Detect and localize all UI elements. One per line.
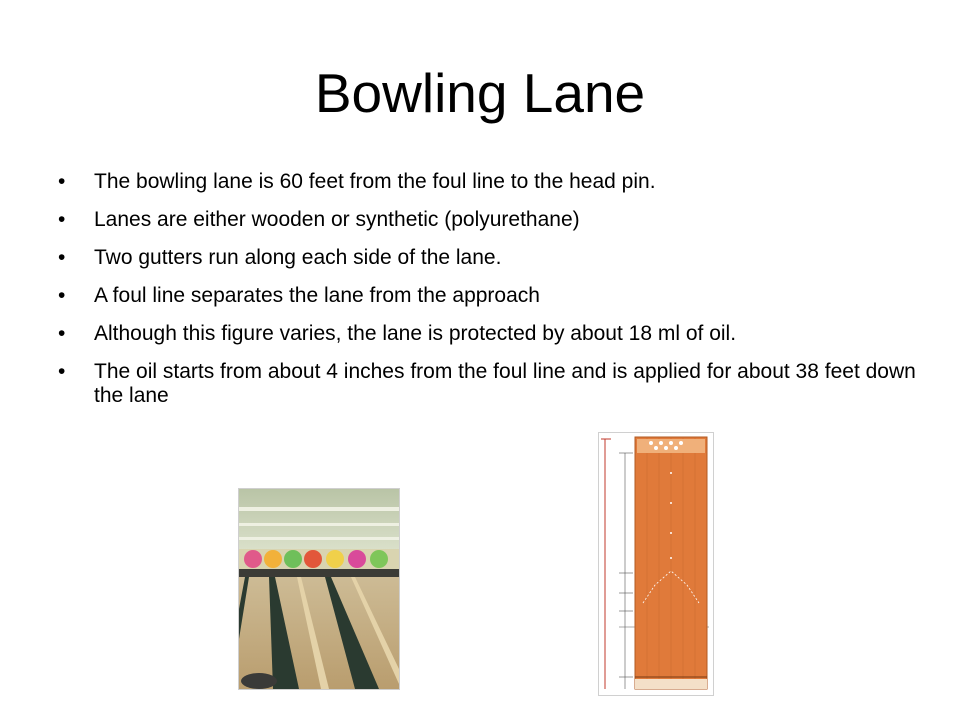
bullet-item: • A foul line separates the lane from the approach	[58, 284, 918, 308]
slide-title: Bowling Lane	[314, 62, 646, 124]
bullet-item: • Although this figure varies, the lane is protected by about 18 ml of oil.	[58, 322, 918, 346]
bullet-item: • Lanes are either wooden or synthetic (polyurethane)	[58, 208, 918, 232]
bullet-item: • The oil starts from about 4 inches from the foul line and is applied for about 38 feet down the lane	[58, 360, 918, 408]
bowling-alley-photo-icon	[239, 489, 399, 689]
bowling-alley-photo	[238, 488, 400, 690]
bullet-list	[58, 170, 918, 422]
lane-dimension-diagram	[598, 432, 714, 696]
lane-dimension-diagram-icon	[599, 433, 713, 695]
bullet-item: • The bowling lane is 60 feet from the foul line to the head pin.	[58, 170, 918, 194]
bullet-item: • Two gutters run along each side of the lane.	[58, 246, 918, 270]
